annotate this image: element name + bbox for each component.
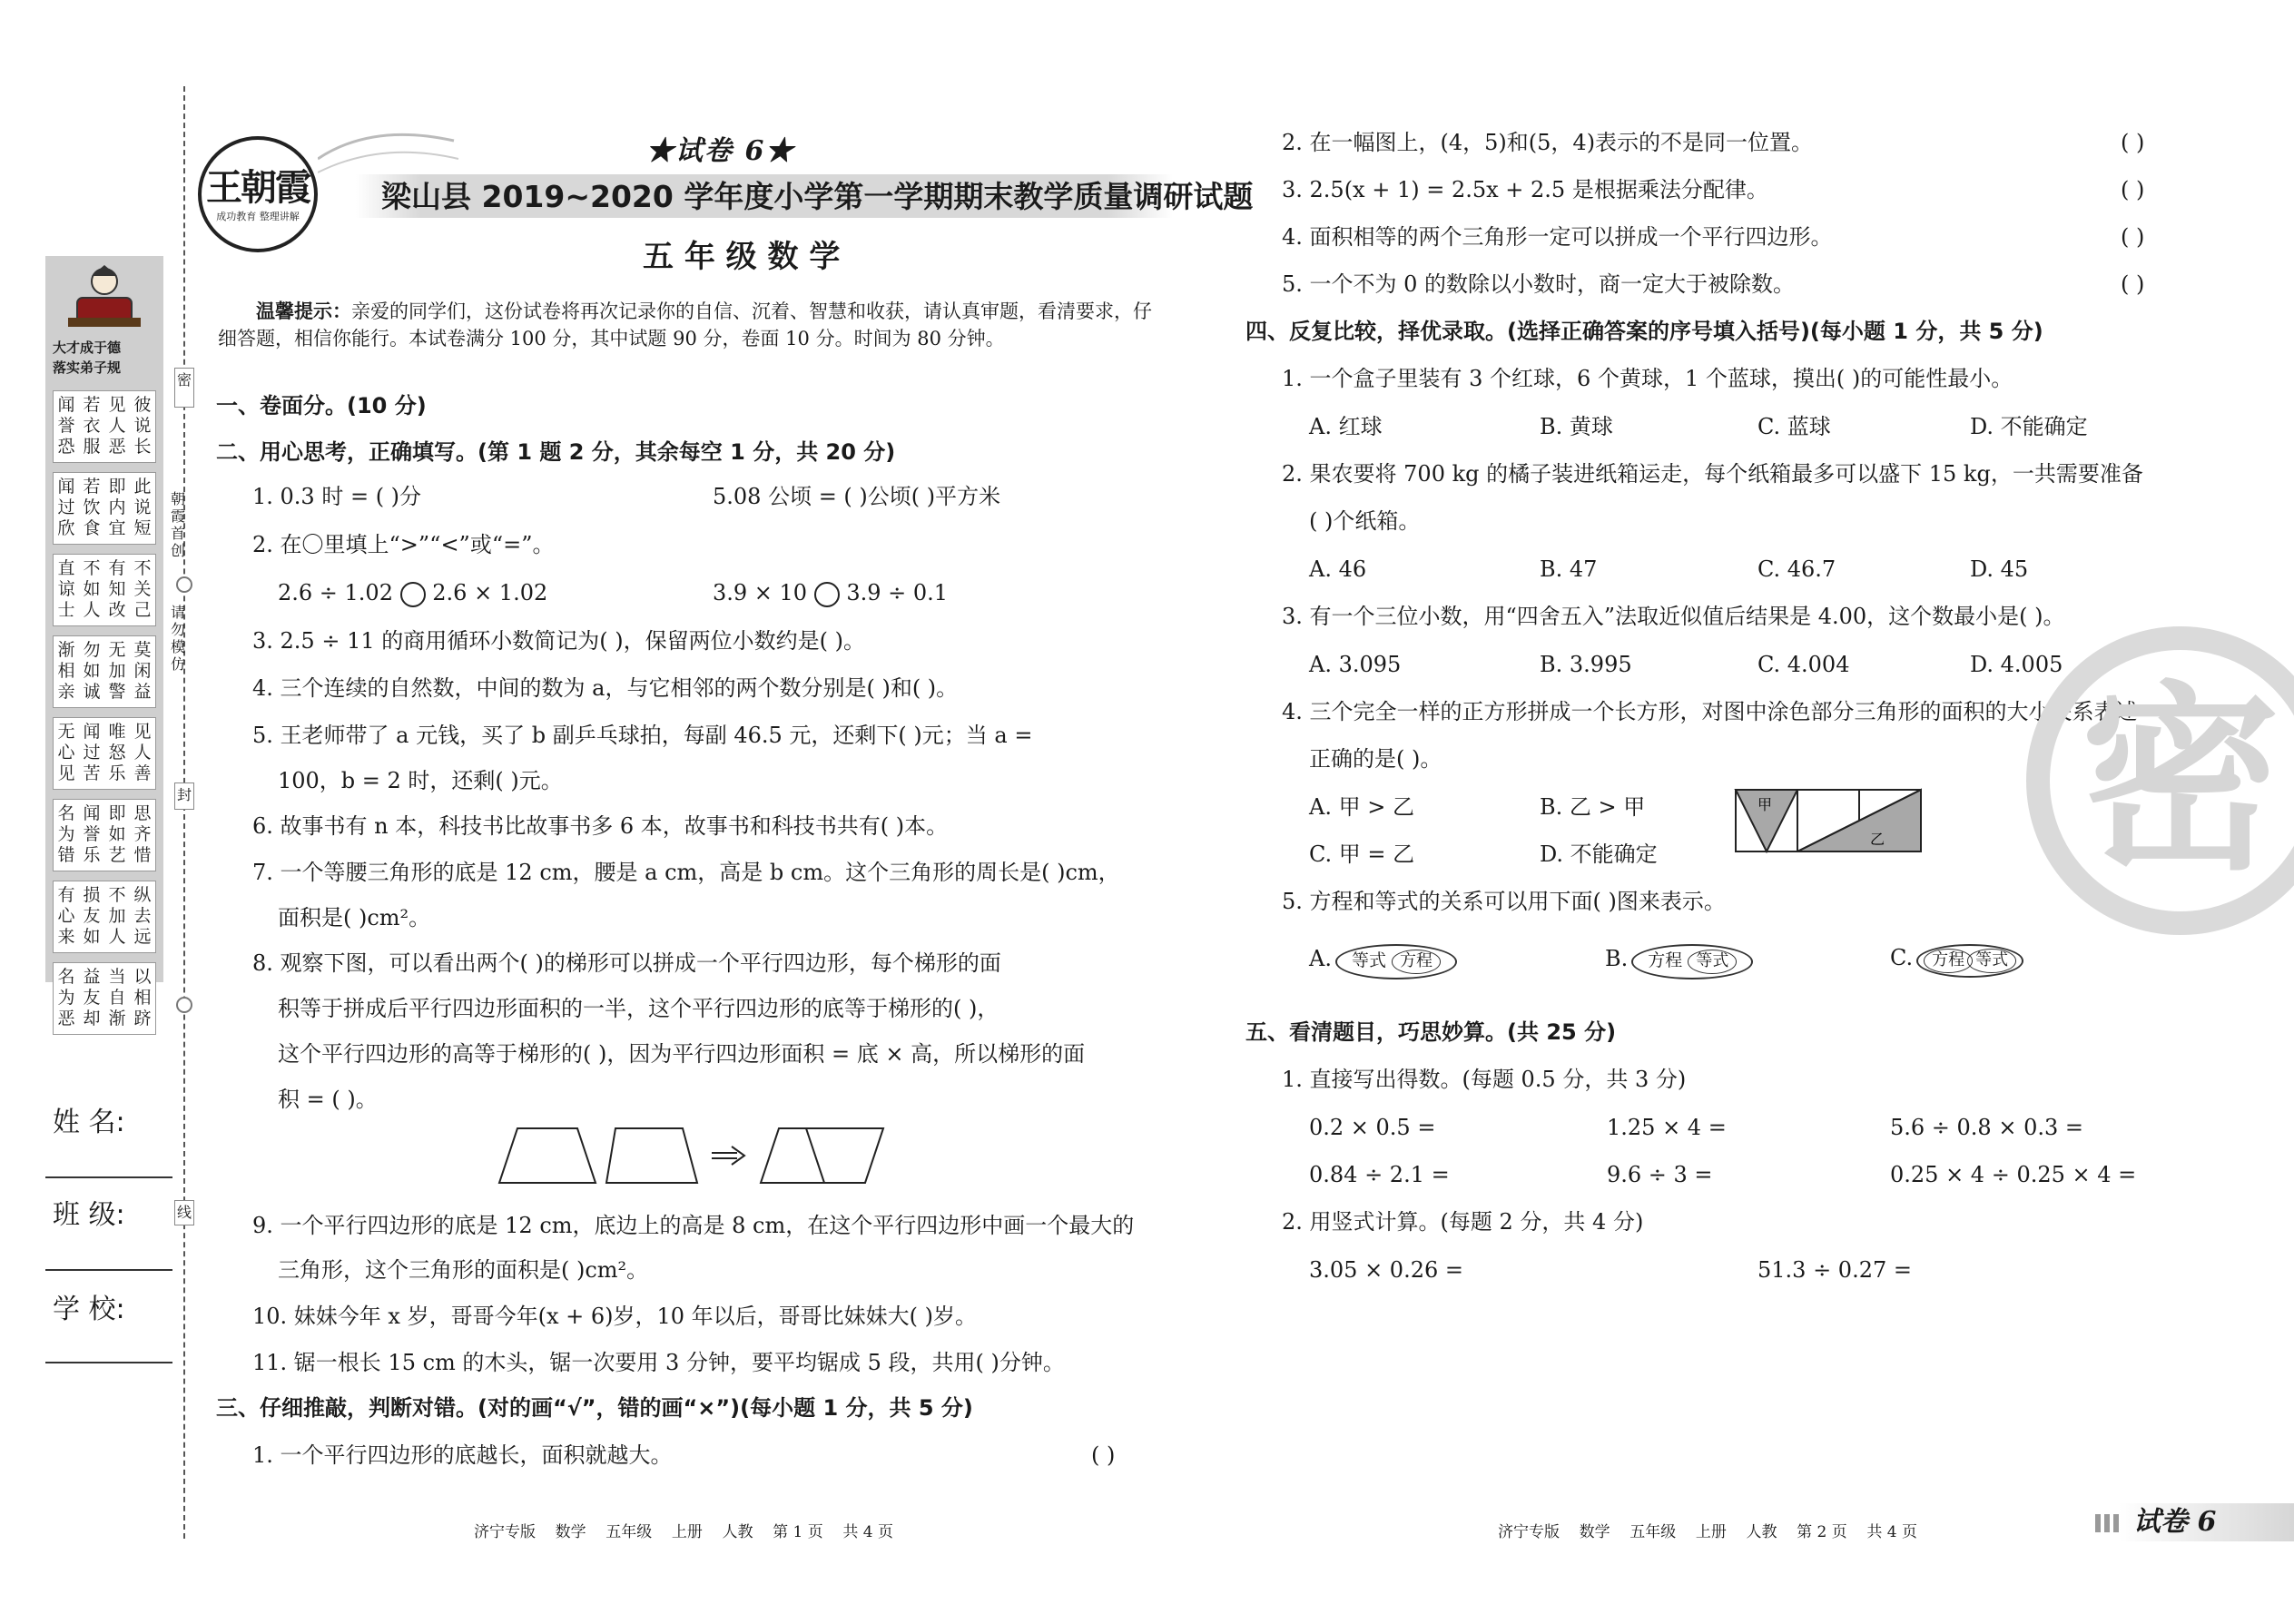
three-squares-figure: [1734, 788, 1923, 853]
choice-1-opt-c[interactable]: C. 蓝球: [1757, 414, 1831, 439]
q8-line-3: 这个平行四边形的高等于梯形的( )，因为平行四边形面积 = 底 × 高，所以梯形的面: [278, 1041, 1086, 1067]
section-5-title: 五、看清题目，巧思妙算。(共 25 分): [1245, 1019, 1617, 1045]
tf-1-paren[interactable]: ( ): [1091, 1442, 1116, 1468]
choice-5-opt-b[interactable]: B. 方程 等式: [1605, 944, 1753, 979]
motto-column: 莫闲益: [133, 640, 152, 702]
motto-column: 见人恶: [108, 395, 126, 457]
motto-column: 闻过苦: [83, 722, 101, 783]
calc-2-prompt: 2. 用竖式计算。(每题 2 分，共 4 分): [1282, 1209, 1644, 1235]
choice-1: 1. 一个盒子里装有 3 个红球，6 个黄球，1 个蓝球，摸出( )的可能性最小。: [1282, 366, 2013, 391]
paper-label: ★试卷 6★: [646, 135, 795, 167]
motto-box: [53, 799, 156, 871]
motto-column: 见人善: [133, 722, 152, 783]
choice-1-opt-b[interactable]: B. 黄球: [1540, 414, 1613, 439]
footer-tag: 试卷 6: [2133, 1506, 2217, 1538]
cut-dot: [176, 997, 192, 1013]
compare-circle[interactable]: [400, 582, 426, 607]
choice-5: 5. 方程和等式的关系可以用下面( )图来表示。: [1282, 889, 1726, 914]
trapezoid-2: [606, 1128, 697, 1183]
motto-line-2: 落实弟子规: [53, 359, 122, 376]
side-note: 请勿 模仿: [170, 604, 185, 673]
motto-column: 直谅士: [57, 558, 75, 620]
seal-glyph: 封: [174, 782, 194, 810]
motto-column: 益友却: [83, 967, 101, 1029]
motto-box: [53, 881, 156, 953]
tf-4-paren[interactable]: ( ): [2121, 224, 2145, 250]
cut-dot: [176, 576, 192, 593]
calc-1-prompt: 1. 直接写出得数。(每题 0.5 分，共 3 分): [1282, 1067, 1687, 1092]
choice-4-line-2: 正确的是( )。: [1309, 746, 1442, 772]
q8-line-4: 积 = ( )。: [278, 1087, 378, 1112]
calc-item: 0.2 × 0.5 =: [1309, 1115, 1436, 1140]
line-glyph: 线: [174, 1200, 194, 1225]
footer-right: 济宁专版 数学 五年级 上册 人教 第 2 页 共 4 页: [1498, 1523, 1917, 1541]
choice-5-opt-c[interactable]: C. 方程 等式: [1890, 944, 2023, 978]
side-note: 朝霞 首创: [170, 490, 185, 559]
notice-line-1: 温馨提示：亲爱的同学们，这份试卷将再次记录你的自信、沉着、智慧和收获，请认真审题，看清要求，仔: [256, 300, 1152, 322]
choice-3-opt-a[interactable]: A. 3.095: [1309, 652, 1402, 677]
school-field[interactable]: [45, 1362, 172, 1363]
tf-4: 4. 面积相等的两个三角形一定可以拼成一个平行四边形。: [1282, 224, 1833, 250]
label-yi: 乙: [1870, 831, 1885, 848]
motto-column: 闻誉乐: [83, 803, 101, 865]
sidebar-motto-panel: [45, 256, 163, 1029]
q2-compare-1: 2.6 ÷ 1.02 2.6 × 1.02: [278, 580, 548, 605]
footer-left: 济宁专版 数学 五年级 上册 人教 第 1 页 共 4 页: [474, 1523, 893, 1541]
motto-column: 此说短: [133, 477, 152, 538]
q2-compare-2: 3.9 × 10 3.9 ÷ 0.1: [713, 580, 949, 605]
q8-line-2: 积等于拼成后平行四边形面积的一半，这个平行四边形的底等于梯形的( )，: [278, 996, 999, 1021]
tf-2: 2. 在一幅图上，(4，5)和(5，4)表示的不是同一位置。: [1282, 130, 1814, 155]
section-4-title: 四、反复比较，择优录取。(选择正确答案的序号填入括号)(每小题 1 分，共 5 分): [1245, 319, 2043, 344]
q9-line-2: 三角形，这个三角形的面积是( )cm²。: [278, 1257, 649, 1283]
choice-3-opt-c[interactable]: C. 4.004: [1757, 652, 1850, 677]
choice-5-opt-a[interactable]: A. 等式 方程: [1309, 944, 1457, 979]
footer-tag-dots: [2095, 1514, 2122, 1532]
q9-line-1: 9. 一个平行四边形的底是 12 cm，底边上的高是 8 cm，在这个平行四边形中画一个最大的: [252, 1213, 1135, 1238]
motto-column: 当自渐: [108, 967, 126, 1029]
choice-2-line-2: ( )个纸箱。: [1309, 508, 1421, 534]
motto-column: 损友如: [83, 885, 101, 947]
choice-4-opt-a[interactable]: A. 甲 > 乙: [1309, 794, 1414, 820]
choice-3-opt-b[interactable]: B. 3.995: [1540, 652, 1632, 677]
motto-box: [53, 390, 156, 463]
section-3-title: 三、仔细推敲，判断对错。(对的画“√”，错的画“×”)(每小题 1 分，共 5 分): [216, 1395, 973, 1421]
class-label: 班 级:: [53, 1199, 125, 1231]
q6: 6. 故事书有 n 本，科技书比故事书多 6 本，故事书和科技书共有( )本。: [252, 813, 949, 839]
calc-item: 0.84 ÷ 2.1 =: [1309, 1162, 1450, 1187]
choice-1-opt-a[interactable]: A. 红球: [1309, 414, 1383, 439]
q4: 4. 三个连续的自然数，中间的数为 a，与它相邻的两个数分别是( )和( )。: [252, 675, 959, 701]
motto-column: 思齐惜: [133, 803, 152, 865]
choice-2-opt-a[interactable]: A. 46: [1309, 556, 1367, 582]
motto-column: 无加警: [108, 640, 126, 702]
watermark-seal: [2026, 626, 2294, 935]
section-2-title: 二、用心思考，正确填写。(第 1 题 2 分，其余每空 1 分，共 20 分): [216, 439, 896, 465]
choice-3: 3. 有一个三位小数，用“四舍五入”法取近似值后结果是 4.00，这个数最小是( )。: [1282, 604, 2065, 629]
name-label: 姓 名:: [53, 1107, 125, 1138]
tf-2-paren[interactable]: ( ): [2121, 130, 2145, 155]
calc-item: 1.25 × 4 =: [1607, 1115, 1727, 1140]
motto-column: 渐相亲: [57, 640, 75, 702]
tf-5-paren[interactable]: ( ): [2121, 271, 2145, 297]
q5-line-2: 100，b = 2 时，还剩( )元。: [278, 768, 563, 793]
motto-column: 不如人: [83, 558, 101, 620]
motto-column: 名为错: [57, 803, 75, 865]
q2-prompt: 2. 在〇里填上“>”“<”或“=”。: [252, 532, 555, 557]
motto-column: 有心来: [57, 885, 75, 947]
motto-column: 不关己: [133, 558, 152, 620]
motto-column: 即如艺: [108, 803, 126, 865]
notice-line-2: 细答题，相信你能行。本试卷满分 100 分，其中试题 90 分，卷面 10 分。时间为 80 分钟。: [218, 328, 1005, 349]
calc-item: 0.25 × 4 ÷ 0.25 × 4 =: [1890, 1162, 2137, 1187]
motto-column: 即内宜: [108, 477, 126, 538]
mark-glyph: 密: [174, 368, 194, 408]
brand-logo-sub: 成功教育 整理讲解: [216, 211, 300, 223]
parallelogram-divider: [806, 1128, 824, 1183]
trapezoid-figure: [497, 1124, 888, 1187]
choice-2-opt-d[interactable]: D. 45: [1970, 556, 2029, 582]
brand-logo-name: 王朝霞: [206, 166, 310, 210]
motto-column: 有知改: [108, 558, 126, 620]
calc-item: 3.05 × 0.26 =: [1309, 1257, 1463, 1283]
tf-3-paren[interactable]: ( ): [2121, 177, 2145, 202]
motto-column: 无心见: [57, 722, 75, 783]
q11: 11. 锯一根长 15 cm 的木头，锯一次要用 3 分钟，要平均锯成 5 段，共用( )分钟。: [252, 1350, 1065, 1375]
motto-column: 以相跻: [133, 967, 152, 1029]
subject-title: 五 年 级 数 学: [643, 239, 841, 275]
motto-box: [53, 962, 156, 1035]
scholar-illustration: [59, 263, 150, 336]
q1-part-a: 1. 0.3 时 = ( )分: [252, 484, 422, 509]
calc-item: 51.3 ÷ 0.27 =: [1757, 1257, 1912, 1283]
choice-1-opt-d[interactable]: D. 不能确定: [1970, 414, 2088, 439]
q10: 10. 妹妹今年 x 岁，哥哥今年(x + 6)岁，10 年以后，哥哥比妹妹大( )岁。: [252, 1304, 978, 1329]
compare-circle[interactable]: [814, 582, 840, 607]
exam-title: 梁山县 2019~2020 学年度小学第一学期期末教学质量调研试题: [381, 179, 1254, 214]
choice-2-line-1: 2. 果农要将 700 kg 的橘子装进纸箱运走，每个纸箱最多可以盛下 15 kg，一共需要准备: [1282, 461, 2143, 487]
watermark-glyph: 密: [2080, 664, 2280, 897]
cut-line: [183, 86, 185, 1539]
trapezoid-1: [499, 1128, 596, 1183]
motto-box: [53, 635, 156, 708]
motto-column: 闻过欣: [57, 477, 75, 538]
motto-column: 名为恶: [57, 967, 75, 1029]
choice-3-opt-d[interactable]: D. 4.005: [1970, 652, 2063, 677]
calc-item: 5.6 ÷ 0.8 × 0.3 =: [1890, 1115, 2083, 1140]
motto-column: 纵去远: [133, 885, 152, 947]
motto-column: 勿如诚: [83, 640, 101, 702]
motto-column: 若衣服: [83, 395, 101, 457]
motto-box: [53, 717, 156, 790]
name-field[interactable]: [45, 1176, 172, 1178]
choice-4-opt-c[interactable]: C. 甲 = 乙: [1309, 842, 1415, 867]
q1-part-b: 5.08 公顷 = ( )公顷( )平方米: [713, 484, 1001, 509]
q5-line-1: 5. 王老师带了 a 元钱，买了 b 副乒乓球拍，每副 46.5 元，还剩下( )元；当 a =: [252, 723, 1033, 748]
section-1-title: 一、卷面分。(10 分): [216, 393, 427, 418]
arrow-icon: [712, 1147, 744, 1165]
motto-column: 闻誉恐: [57, 395, 75, 457]
q8-line-1: 8. 观察下图，可以看出两个( )的梯形可以拼成一个平行四边形，每个梯形的面: [252, 950, 1001, 976]
label-jia: 甲: [1757, 796, 1773, 813]
motto-column: 若饮食: [83, 477, 101, 538]
calc-item: 9.6 ÷ 3 =: [1607, 1162, 1713, 1187]
motto-column: 不加人: [108, 885, 126, 947]
choice-2-opt-b[interactable]: B. 47: [1540, 556, 1598, 582]
class-field[interactable]: [45, 1269, 172, 1271]
q3: 3. 2.5 ÷ 11 的商用循环小数简记为( )，保留两位小数约是( )。: [252, 628, 865, 654]
school-label: 学 校:: [53, 1294, 125, 1325]
choice-4-opt-d[interactable]: D. 不能确定: [1540, 842, 1658, 867]
motto-box: [53, 554, 156, 626]
brand-logo: [198, 136, 318, 252]
q7-line-1: 7. 一个等腰三角形的底是 12 cm，腰是 a cm，高是 b cm。这个三角形的周长是( )cm，: [252, 860, 1120, 885]
q7-line-2: 面积是( )cm²。: [278, 905, 431, 930]
motto-box: [53, 472, 156, 545]
tf-3: 3. 2.5(x + 1) = 2.5x + 2.5 是根据乘法分配律。: [1282, 177, 1768, 202]
notice-label: 温馨提示：: [256, 300, 351, 322]
motto-column: 唯怒乐: [108, 722, 126, 783]
motto-line-1: 大才成于德: [53, 340, 122, 356]
choice-2-opt-c[interactable]: C. 46.7: [1757, 556, 1836, 582]
choice-4-opt-b[interactable]: B. 乙 > 甲: [1540, 794, 1646, 820]
tf-5: 5. 一个不为 0 的数除以小数时，商一定大于被除数。: [1282, 271, 1796, 297]
motto-column: 彼说长: [133, 395, 152, 457]
tf-1: 1. 一个平行四边形的底越长，面积就越大。: [252, 1442, 673, 1468]
choice-4-line-1: 4. 三个完全一样的正方形拼成一个长方形，对图中涂色部分三角形的面积的大小关系表述: [1282, 699, 2138, 724]
